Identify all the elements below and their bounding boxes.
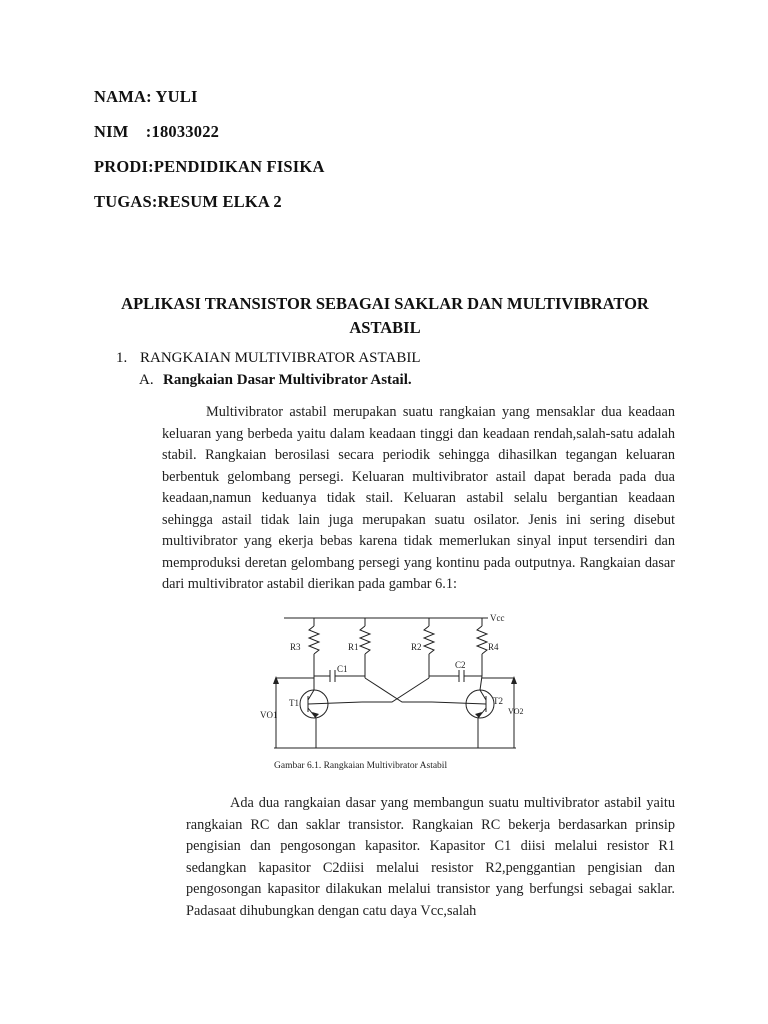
label-vo2: VO2 xyxy=(508,707,524,716)
student-name: NAMA: YULI xyxy=(94,87,198,106)
label-r2: R2 xyxy=(411,642,422,652)
label-t2: T2 xyxy=(493,696,503,706)
label-vo1: VO1 xyxy=(260,710,278,720)
paragraph-2: Ada dua rangkaian dasar yang membangun suatu multivibrator astabil yaitu rangkaian RC dan saklar transistor. Rangkaian RC bekerja berdasarkan prinsip pengisian dan pengosongan kapasitor. Kapasitor C1 diisi melalui resistor R1 sedangkan kapasitor C2diisi melalui resistor R2,penggantian pengisian dan pengosongan kapasitor dilakukan melalui transistor yang berfungsi sebagai saklar. Padasaat dihubungkan dengan catu daya Vcc,salah xyxy=(186,795,675,919)
figure-caption: Gambar 6.1. Rangkaian Multivibrator Astabil xyxy=(274,761,448,771)
subsection-number: A. xyxy=(139,372,154,388)
study-program: PRODI:PENDIDIKAN FISIKA xyxy=(94,157,325,176)
label-r4: R4 xyxy=(488,642,499,652)
label-r1: R1 xyxy=(348,642,359,652)
assignment: TUGAS:RESUM ELKA 2 xyxy=(94,192,282,211)
subsection-label: Rangkaian Dasar Multivibrator Astail. xyxy=(163,372,412,388)
circuit-figure xyxy=(262,606,532,776)
section-number: 1. xyxy=(116,350,128,366)
paragraph-1: Multivibrator astabil merupakan suatu rangkaian yang mensaklar dua keadaan keluaran yang berbeda yaitu dalam keadaan tinggi dan keadaan rendah,salah-satu adalah stabil. Rangkaian berosilasi secara periodik sehingga dihasilkan tegangan keluaran berbentuk gelombang persegi. Keluaran multivibrator astail dapat berada pada dua keadaan,namun keduanya tidak stail. Keluaran astabil selalu bergantian keadaan sehingga astail tidak lain juga merupakan suatu osilator. Jenis ini sering disebut multivibrator yang ekerja bebas karena tidak memerlukan sinyal input tersendiri dan memproduksi deretan gelombang persegi yang kontinu pada outputnya. Rangkaian dasar dari multivibrator astabil dierikan pada gambar 6.1: xyxy=(162,404,675,592)
multivibrator-circuit-diagram xyxy=(262,606,532,776)
label-vcc: Vcc xyxy=(490,613,505,623)
document-title: APLIKASI TRANSISTOR SEBAGAI SAKLAR DAN MULTIVIBRATOR ASTABIL xyxy=(121,294,649,337)
label-c1: C1 xyxy=(337,664,348,674)
label-c2: C2 xyxy=(455,660,466,670)
subsection-heading-a xyxy=(139,372,412,389)
section-label: RANGKAIAN MULTIVIBRATOR ASTABIL xyxy=(140,350,421,366)
label-r3: R3 xyxy=(290,642,301,652)
student-nim: NIM :18033022 xyxy=(94,122,220,141)
section-heading-1 xyxy=(116,350,420,367)
label-t1: T1 xyxy=(289,698,299,708)
